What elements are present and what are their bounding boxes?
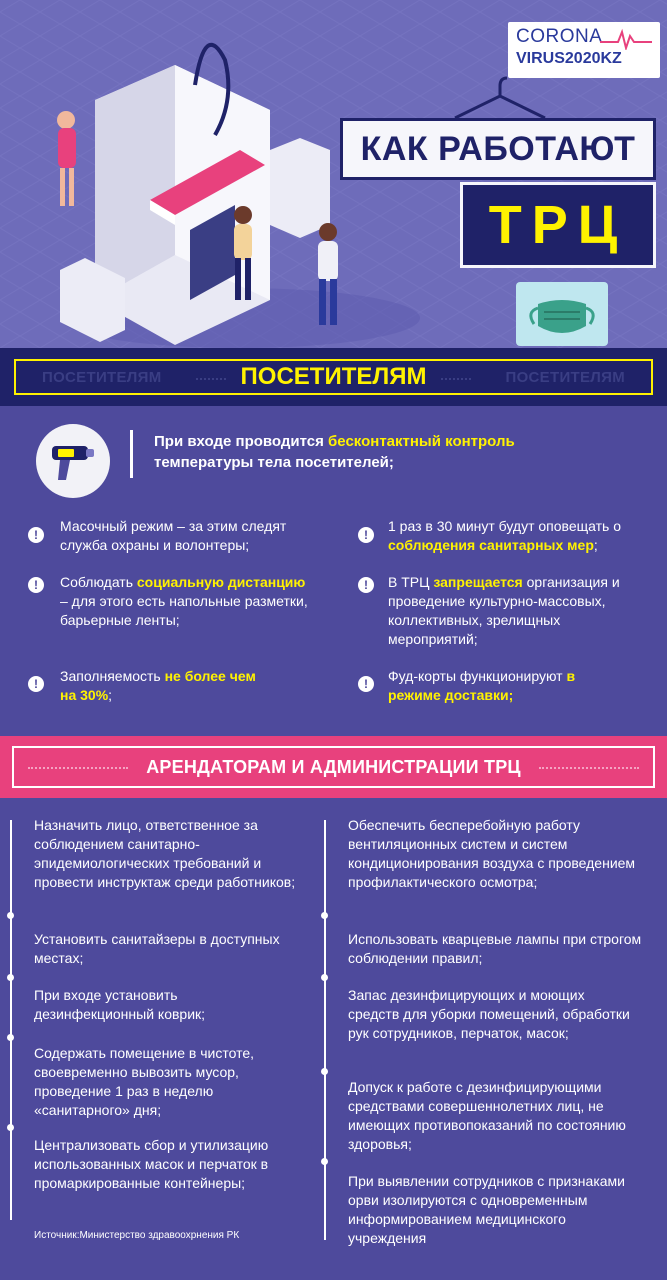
timeline-dot	[7, 912, 14, 919]
divider-dots	[196, 378, 226, 380]
lead-divider	[130, 430, 133, 478]
timeline-dot	[321, 974, 328, 981]
mask-card	[516, 282, 608, 346]
tenant-rule: При входе установить дезинфекционный коврик;	[34, 987, 206, 1022]
visitor-rule-post: ;	[593, 537, 598, 553]
title-board	[340, 118, 656, 180]
visitor-rule-highlight: социальную дистанцию	[136, 574, 306, 590]
page-title: КАК РАБОТАЮТ	[360, 129, 636, 168]
tenant-rule: При выявлении сотрудников с признаками орви изолируются с одновременным информированием медицинского учреждения	[348, 1173, 625, 1246]
exclamation-icon: !	[28, 676, 44, 692]
tenant-rule: Использовать кварцевые лампы при строгом соблюдении правил;	[348, 931, 642, 966]
timeline-dot	[321, 1068, 328, 1075]
tenants-header-frame	[12, 746, 655, 788]
thermometer-gun-icon	[46, 434, 100, 488]
pulse-icon	[600, 28, 652, 50]
corona-virus-logo	[508, 22, 660, 78]
visitor-rule-notify	[388, 517, 653, 555]
lead-part-2: температуры тела посетителей;	[154, 454, 394, 471]
exclamation-icon: !	[358, 577, 374, 593]
logo-line-1: CORONA	[516, 26, 603, 47]
logo-line-2	[516, 48, 652, 70]
exclamation-icon: !	[358, 527, 374, 543]
tenants-header	[0, 736, 667, 798]
lead-highlight: бесконтактный контроль	[328, 433, 515, 450]
tenant-rule: Допуск к работе с дезинфицирующими средствами совершеннолетних лиц, не имеющих противопоказаний по состоянию здоровья;	[348, 1079, 626, 1152]
lead-text	[154, 431, 624, 473]
timeline-left	[10, 820, 12, 1220]
divider-dots	[28, 767, 128, 769]
visitor-rule-capacity	[60, 667, 265, 705]
timeline-dot	[321, 1158, 328, 1165]
logo-kz-text: KZ	[600, 50, 622, 67]
visitor-rule-foodcourt	[388, 667, 608, 705]
tenant-rule: Запас дезинфицирующих и моющих средств для уборки помещений, обработки рук сотрудников, перчаток, масок;	[348, 987, 630, 1041]
tenant-rule: Назначить лицо, ответственное за соблюдением санитарно-эпидемиологических требований и провести инструктаж среди работников;	[34, 817, 296, 890]
visitor-rule-highlight: в режиме доставки;	[388, 668, 576, 703]
divider-dots	[539, 767, 639, 769]
visitor-rule-post: ;	[108, 687, 113, 703]
visitor-rule-pre: 1 раз в 30 минут будут оповещать о	[388, 518, 621, 534]
exclamation-icon: !	[28, 527, 44, 543]
visitor-rule-distance	[60, 573, 316, 630]
visitor-rule-pre: Заполняемость	[60, 668, 165, 684]
subtitle-board	[460, 182, 656, 268]
visitors-title: ПОСЕТИТЕЛЯМ	[229, 363, 439, 391]
exclamation-icon: !	[28, 577, 44, 593]
source-note: Источник:Министерство здравоохрнения РК	[34, 1230, 240, 1241]
visitors-header-frame	[14, 359, 653, 395]
thermometer-badge	[36, 424, 110, 498]
tenant-rule: Обеспечить бесперебойную работу вентиляционных систем и систем кондиционирования воздуха с проведением профилактического осмотра;	[348, 817, 636, 890]
visitor-rule-pre: Соблюдать	[60, 574, 137, 590]
visitor-rule-pre: Фуд-корты функционируют	[388, 668, 567, 684]
visitor-rule-pre: В ТРЦ	[388, 574, 434, 590]
timeline-dot	[7, 974, 14, 981]
tenant-rule: Установить санитайзеры в доступных местах;	[34, 931, 280, 966]
tenant-rule: Централизовать сбор и утилизацию использованных масок и перчаток в промаркированные контейнеры;	[34, 1137, 269, 1191]
visitor-rule-mask	[60, 517, 330, 555]
timeline-right	[324, 820, 326, 1240]
timeline-dot	[7, 1034, 14, 1041]
visitor-rule-highlight: не более чем на 30%	[60, 668, 256, 703]
timeline-dot	[7, 1124, 14, 1131]
visitors-header	[0, 348, 667, 406]
visitor-rule-text: Масочный режим – за этим следят служба охраны и волонтеры;	[60, 518, 287, 553]
hero-banner	[0, 0, 667, 348]
timeline-dot	[321, 912, 328, 919]
visitors-section	[0, 406, 667, 736]
visitor-rule-post: – для этого есть напольные разметки, барьерные ленты;	[60, 593, 308, 628]
visitor-rule-post: организация и проведение культурно-массовых, коллективных, зрелищных мероприятий;	[388, 574, 620, 647]
ghost-text-left: ПОСЕТИТЕЛЯМ	[42, 369, 162, 386]
tenant-rule: Содержать помещение в чистоте, своевременно вывозить мусор, проведение 1 раз в неделю «санитарного» дня;	[34, 1045, 255, 1118]
face-mask-icon	[516, 282, 608, 346]
visitor-rule-events	[388, 573, 638, 649]
tenants-section	[0, 798, 667, 1280]
lead-part-1: При входе проводится	[154, 433, 329, 450]
divider-dots	[441, 378, 471, 380]
logo-virus-text: VIRUS2020	[516, 50, 601, 67]
tenants-title: АРЕНДАТОРАМ И АДМИНИСТРАЦИИ ТРЦ	[146, 756, 521, 777]
visitor-rule-highlight: запрещается	[433, 574, 523, 590]
visitor-rule-highlight: соблюдения санитарных мер	[388, 537, 594, 553]
page-subtitle: ТРЦ	[488, 195, 628, 255]
exclamation-icon: !	[358, 676, 374, 692]
ghost-text-right: ПОСЕТИТЕЛЯМ	[505, 369, 625, 386]
